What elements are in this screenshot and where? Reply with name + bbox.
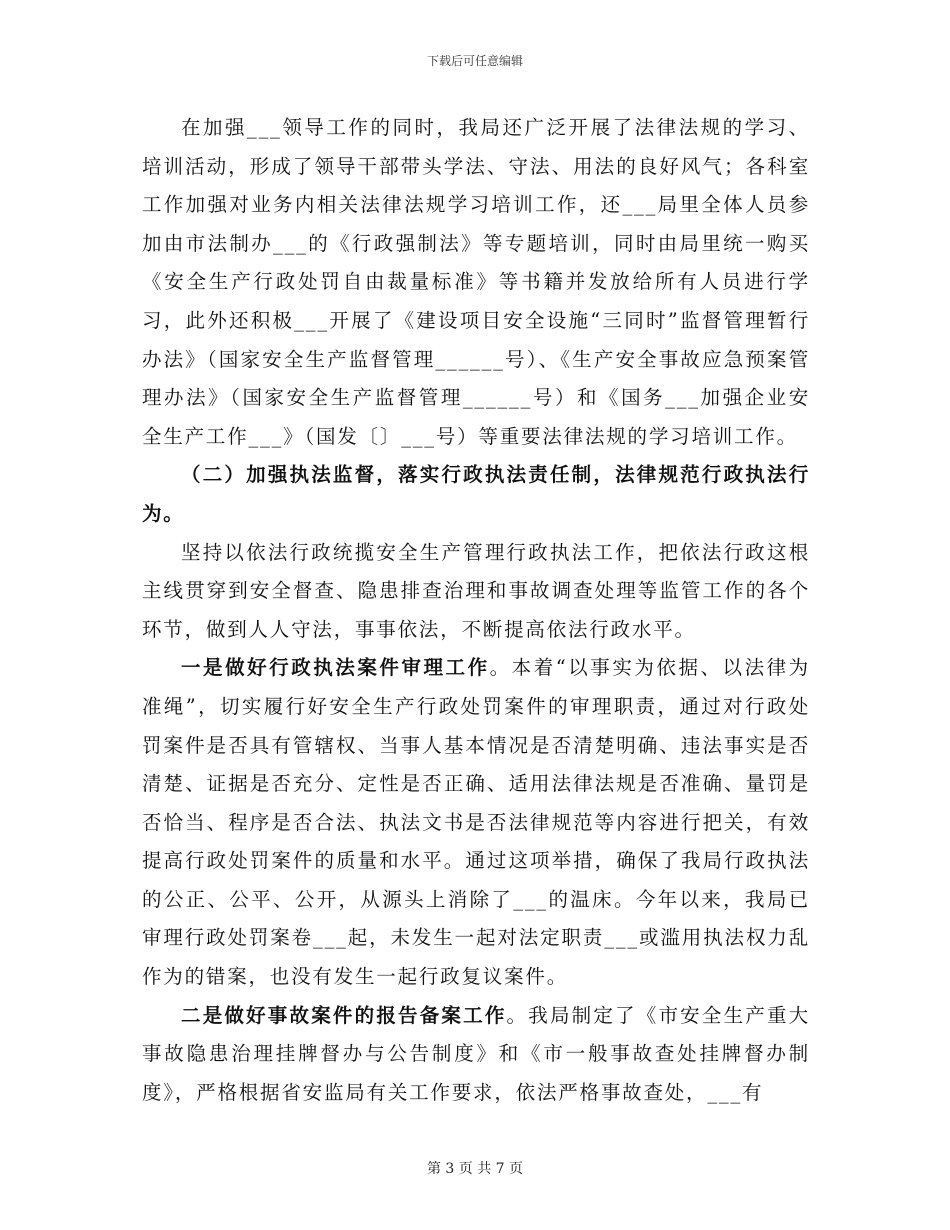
document-body (142, 109, 810, 1112)
paragraph-lead: 二是做好事故案件的报告备案工作 (181, 1003, 507, 1027)
paragraph-lead: 一是做好行政执法案件审理工作 (181, 656, 490, 680)
paragraph-text: 。我局制定了《市安全生产重大事故隐患治理挂牌督办与公告制度》和《市一般事故查处挂牌督办制度》，严格根据省安监局有关工作要求，依法严格事故查处，___有 (142, 1003, 810, 1104)
paragraph-case-review (142, 649, 810, 996)
paragraph-legal-study: 在加强___领导工作的同时，我局还广泛开展了法律法规的学习、培训活动，形成了领导干部带头学法、守法、用法的良好风气；各科室工作加强对业务内相关法律法规学习培训工作，还___局里全体人员参加由市法制办___的《行政强制法》等专题培训，同时由局里统一购买《安全生产行政处罚自由裁量标准》等书籍并发放给所有人员进行学习，此外还积极___开展了《建设项目安全设施“三同时”监督管理暂行办法》（国家安全生产监督管理______号）、《生产安全事故应急预案管理办法》（国家安全生产监督管理______号）和《国务___加强企业安全生产工作___》（国发〔〕___号）等重要法律法规的学习培训工作。 (142, 116, 810, 448)
paragraph-text: 。本着“以事实为依据、以法律为准绳”，切实履行好安全生产行政处罚案件的审理职责，通过对行政处罚案件是否具有管辖权、当事人基本情况是否清楚明确、违法事实是否清楚、证据是否充分、定性是否正确、适用法律法规是否准确、量罚是否恰当、程序是否合法、执法文书是否法律规范等内容进行把关，有效提高行政处罚案件的质量和水平。通过这项举措，确保了我局行政执法的公正、公平、公开，从源头上消除了___的温床。今年以来，我局已审理行政处罚案卷___起，未发生一起对法定职责___或滥用执法权力乱作为的错案，也没有发生一起行政复议案件。 (142, 656, 810, 989)
page-header: 下载后可任意编辑 (426, 54, 523, 68)
section-heading-enforcement: （二）加强执法监督，落实行政执法责任制，法律规范行政执法行为。 (142, 463, 810, 525)
paragraph-accident-filing (142, 997, 810, 1113)
page-footer: 第 3 页 共 7 页 (426, 1161, 524, 1177)
paragraph-rule-of-law: 坚持以依法行政统揽安全生产管理行政执法工作，把依法行政这根主线贯穿到安全督查、隐患排查治理和事故调查处理等监管工作的各个环节，做到人人守法，事事依法，不断提高依法行政水平。 (142, 540, 810, 641)
